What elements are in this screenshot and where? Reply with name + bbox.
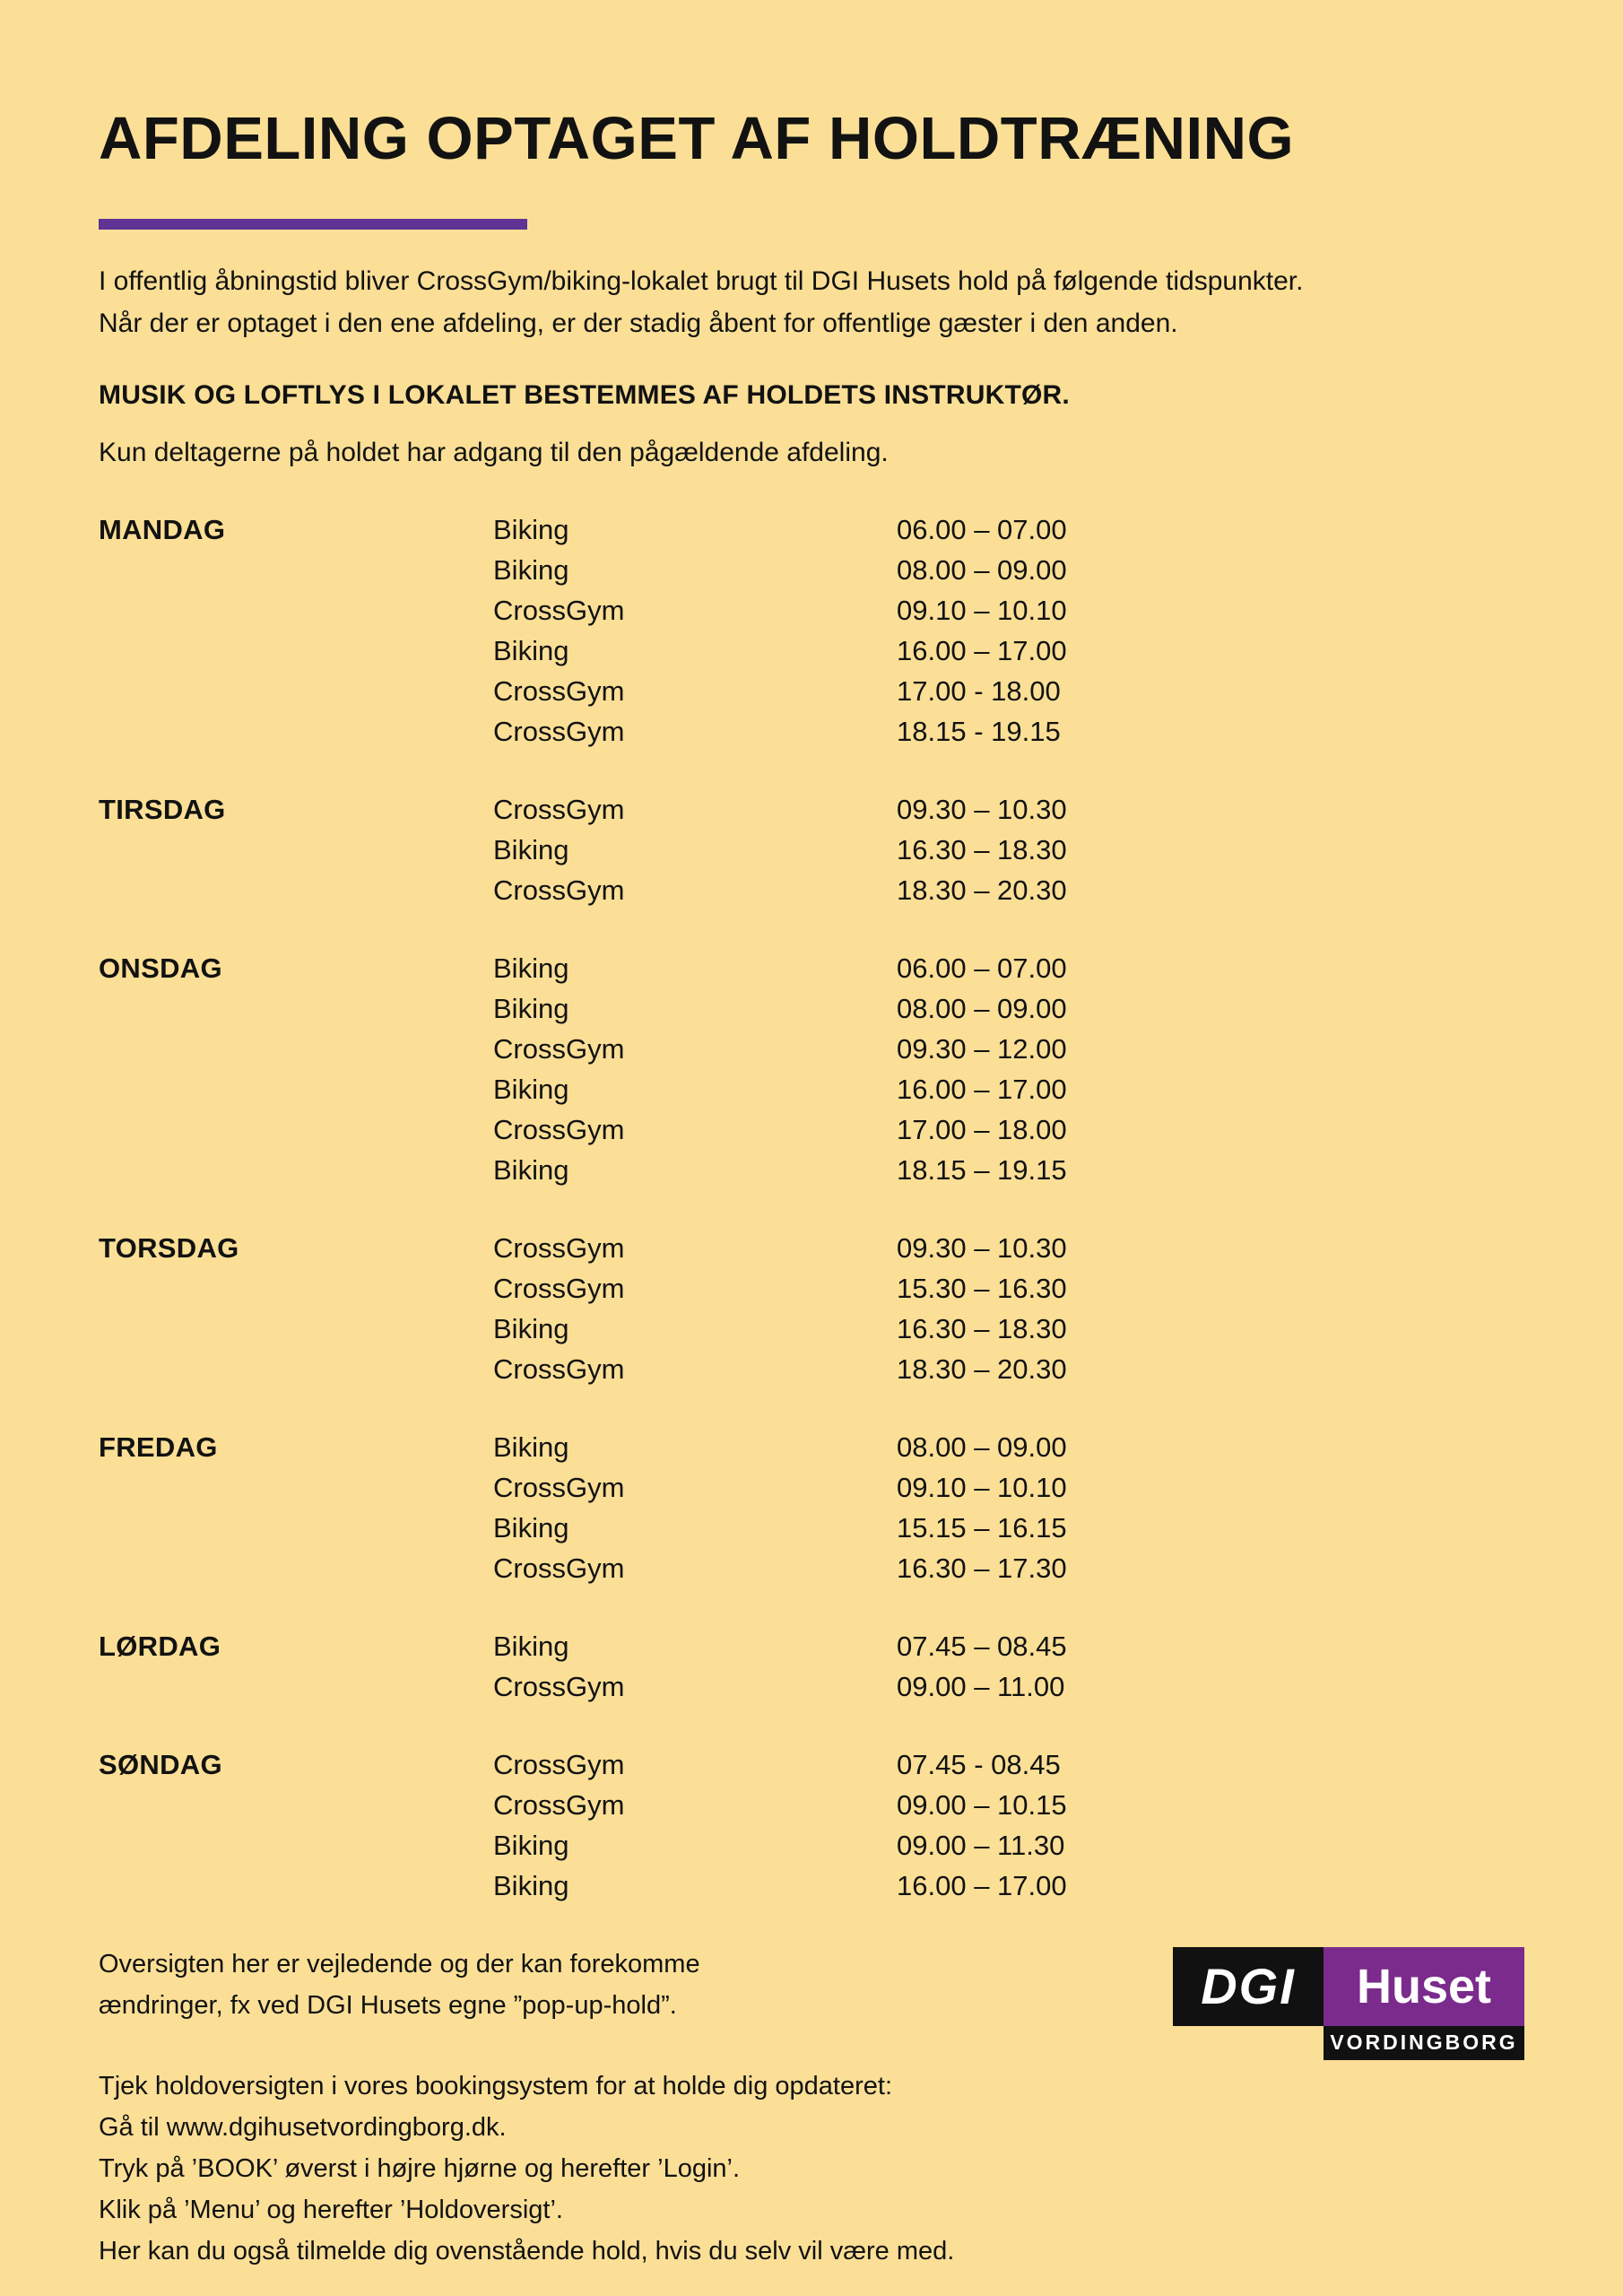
day-group (99, 948, 1524, 1190)
footer (99, 1944, 1524, 2272)
intro-paragraph (99, 260, 1524, 344)
day-label: SØNDAG (99, 1748, 222, 1780)
instruction-line-3: Tryk på ’BOOK’ øverst i højre hjørne og herefter ’Login’. (99, 2153, 741, 2183)
day-label: FREDAG (99, 1431, 218, 1463)
day-label: TORSDAG (99, 1231, 239, 1264)
intro-line-2: Når der er optaget i den ene afdeling, er der stadig åbent for offentlige gæster i den anden. (99, 308, 1178, 338)
activity-cell: Biking (493, 1511, 569, 1544)
disclaimer-line-1: Oversigten her er vejledende og der kan forekomme (99, 1949, 700, 1979)
schedule-row (493, 550, 1524, 590)
schedule-row (493, 1785, 1524, 1825)
schedule-row (493, 1825, 1524, 1866)
activity-cell: CrossGym (493, 793, 625, 825)
schedule-row (493, 1744, 1524, 1785)
activity-cell: CrossGym (493, 674, 625, 707)
activity-cell: Biking (493, 1829, 569, 1861)
activity-cell: Biking (493, 992, 569, 1024)
activity-cell: CrossGym (493, 874, 625, 906)
day-group (99, 1744, 1524, 1906)
day-group (99, 1228, 1524, 1389)
intro-line-1: I offentlig åbningstid bliver CrossGym/biking-lokalet brugt til DGI Husets hold på følgende tidspunkter. (99, 265, 1304, 296)
time-cell: 16.00 – 17.00 (897, 634, 1067, 666)
time-cell: 18.15 – 19.15 (897, 1153, 1067, 1186)
time-cell: 09.10 – 10.10 (897, 1471, 1067, 1503)
activity-cell: Biking (493, 1153, 569, 1186)
activity-cell: Biking (493, 1312, 569, 1344)
time-cell: 16.00 – 17.00 (897, 1073, 1067, 1105)
disclaimer-line-2: ændringer, fx ved DGI Husets egne ”pop-up-hold”. (99, 1990, 677, 2020)
activity-cell: CrossGym (493, 1113, 625, 1145)
music-notice: MUSIK OG LOFTLYS I LOKALET BESTEMMES AF HOLDETS INSTRUKTØR. (99, 379, 1070, 410)
day-label: TIRSDAG (99, 793, 226, 825)
activity-cell: Biking (493, 1869, 569, 1901)
schedule-row (493, 509, 1524, 550)
time-cell: 16.30 – 18.30 (897, 1312, 1067, 1344)
schedule-row (493, 711, 1524, 752)
day-label: LØRDAG (99, 1630, 221, 1662)
booking-instructions (99, 2066, 1173, 2272)
schedule (99, 509, 1524, 1906)
activity-cell: CrossGym (493, 1552, 625, 1584)
huset-logo-box: Huset (1324, 1947, 1524, 2026)
schedule-row (493, 671, 1524, 711)
time-cell: 06.00 – 07.00 (897, 952, 1067, 984)
disclaimer (99, 1944, 1173, 2026)
dgi-huset-logo (1173, 1947, 1524, 2060)
time-cell: 16.30 – 17.30 (897, 1552, 1067, 1584)
time-cell: 17.00 – 18.00 (897, 1113, 1067, 1145)
schedule-row (493, 631, 1524, 671)
time-cell: 18.15 - 19.15 (897, 715, 1061, 747)
schedule-row (493, 590, 1524, 631)
time-cell: 16.30 – 18.30 (897, 833, 1067, 865)
schedule-row (493, 1427, 1524, 1467)
activity-cell: CrossGym (493, 1231, 625, 1264)
schedule-row (493, 948, 1524, 988)
activity-cell: CrossGym (493, 1748, 625, 1780)
time-cell: 15.30 – 16.30 (897, 1272, 1067, 1304)
schedule-row (493, 789, 1524, 830)
day-group (99, 509, 1524, 752)
time-cell: 09.30 – 10.30 (897, 793, 1067, 825)
schedule-row (493, 1349, 1524, 1389)
time-cell: 07.45 – 08.45 (897, 1630, 1067, 1662)
logo-top-row (1173, 1947, 1524, 2026)
activity-cell: Biking (493, 833, 569, 865)
page-title: AFDELING OPTAGET AF HOLDTRÆNING (99, 105, 1295, 172)
activity-cell: Biking (493, 513, 569, 545)
time-cell: 16.00 – 17.00 (897, 1869, 1067, 1901)
schedule-row (493, 830, 1524, 870)
day-rows (493, 509, 1524, 752)
time-cell: 17.00 - 18.00 (897, 674, 1061, 707)
schedule-row (493, 1268, 1524, 1309)
time-cell: 18.30 – 20.30 (897, 874, 1067, 906)
instruction-line-5: Her kan du også tilmelde dig ovenstående hold, hvis du selv vil være med. (99, 2236, 955, 2266)
schedule-row (493, 1069, 1524, 1109)
time-cell: 18.30 – 20.30 (897, 1352, 1067, 1385)
schedule-row (493, 1626, 1524, 1666)
time-cell: 09.00 – 11.00 (897, 1670, 1065, 1702)
access-note: Kun deltagerne på holdet har adgang til den pågældende afdeling. (99, 437, 889, 467)
day-rows (493, 789, 1524, 910)
activity-cell: CrossGym (493, 1032, 625, 1065)
time-cell: 15.15 – 16.15 (897, 1511, 1067, 1544)
activity-cell: CrossGym (493, 594, 625, 626)
activity-cell: Biking (493, 634, 569, 666)
schedule-row (493, 1309, 1524, 1349)
activity-cell: CrossGym (493, 1670, 625, 1702)
day-rows (493, 948, 1524, 1190)
activity-cell: CrossGym (493, 715, 625, 747)
schedule-row (493, 1548, 1524, 1588)
schedule-row (493, 1666, 1524, 1707)
day-group (99, 1626, 1524, 1707)
dgi-logo-box: DGI (1173, 1947, 1324, 2026)
instruction-line-1: Tjek holdoversigten i vores bookingsystem for at holde dig opdateret: (99, 2071, 892, 2100)
time-cell: 06.00 – 07.00 (897, 513, 1067, 545)
activity-cell: CrossGym (493, 1471, 625, 1503)
vordingborg-logo-box: VORDINGBORG (1324, 2026, 1524, 2060)
schedule-row (493, 988, 1524, 1029)
schedule-row (493, 1029, 1524, 1069)
activity-cell: Biking (493, 1630, 569, 1662)
booking-url: Gå til www.dgihusetvordingborg.dk. (99, 2112, 507, 2142)
day-group (99, 1427, 1524, 1588)
day-rows (493, 1744, 1524, 1906)
time-cell: 08.00 – 09.00 (897, 992, 1067, 1024)
time-cell: 08.00 – 09.00 (897, 1431, 1067, 1463)
activity-cell: Biking (493, 1431, 569, 1463)
day-label: ONSDAG (99, 952, 222, 984)
activity-cell: CrossGym (493, 1272, 625, 1304)
time-cell: 08.00 – 09.00 (897, 553, 1067, 586)
schedule-row (493, 1866, 1524, 1906)
time-cell: 09.00 – 10.15 (897, 1788, 1067, 1821)
day-group (99, 789, 1524, 910)
footer-text (99, 1944, 1173, 2272)
time-cell: 09.00 – 11.30 (897, 1829, 1065, 1861)
time-cell: 07.45 - 08.45 (897, 1748, 1061, 1780)
schedule-row (493, 1150, 1524, 1190)
time-cell: 09.10 – 10.10 (897, 594, 1067, 626)
activity-cell: CrossGym (493, 1352, 625, 1385)
day-rows (493, 1427, 1524, 1588)
time-cell: 09.30 – 10.30 (897, 1231, 1067, 1264)
activity-cell: Biking (493, 952, 569, 984)
day-rows (493, 1626, 1524, 1707)
activity-cell: CrossGym (493, 1788, 625, 1821)
activity-cell: Biking (493, 1073, 569, 1105)
day-label: MANDAG (99, 513, 226, 545)
schedule-row (493, 1467, 1524, 1508)
instruction-line-4: Klik på ’Menu’ og herefter ’Holdoversigt’. (99, 2195, 563, 2224)
activity-cell: Biking (493, 553, 569, 586)
day-rows (493, 1228, 1524, 1389)
schedule-row (493, 870, 1524, 910)
schedule-row (493, 1508, 1524, 1548)
schedule-row (493, 1109, 1524, 1150)
divider-bar (99, 219, 527, 230)
schedule-row (493, 1228, 1524, 1268)
time-cell: 09.30 – 12.00 (897, 1032, 1067, 1065)
